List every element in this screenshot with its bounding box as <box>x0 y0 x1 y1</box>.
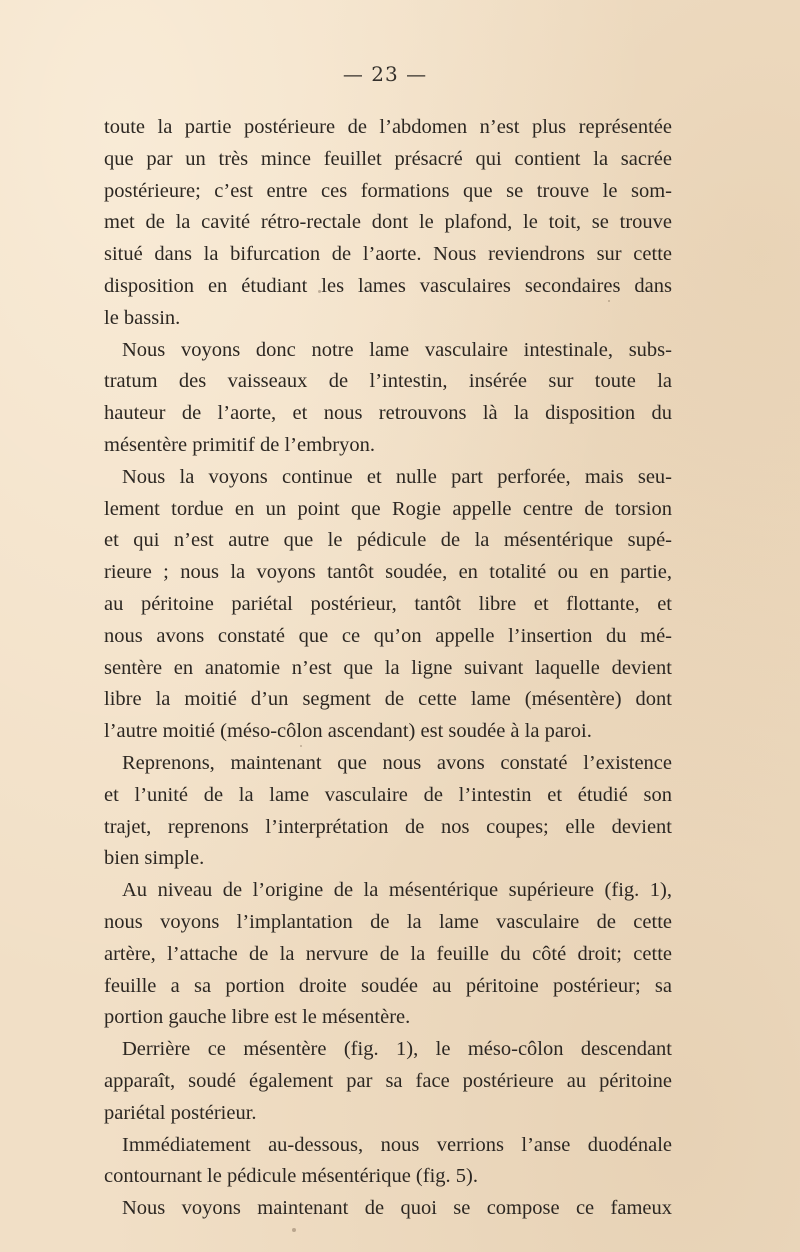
text-line: rieure ; nous la voyons tantôt soudée, en totalité ou en partie, <box>104 561 672 584</box>
text-line: Immédiatement au-dessous, nous verrions l’anse duodénale <box>122 1133 672 1156</box>
text-line: l’autre moitié (méso-côlon ascendant) est soudée à la paroi. <box>104 720 592 743</box>
text-line: que par un très mince feuillet présacré qui contient la sacrée <box>104 147 672 170</box>
text-line: et l’unité de la lame vasculaire de l’intestin et étudié son <box>104 783 672 806</box>
paper-speck <box>608 300 610 302</box>
text-line: mésentère primitif de l’embryon. <box>104 433 375 456</box>
text-line: pariétal postérieur. <box>104 1101 257 1124</box>
body-text <box>104 112 672 1225</box>
text-line: disposition en étudiant les lames vasculaires secondaires dans <box>104 274 672 297</box>
text-line: nous avons constaté que ce qu’on appelle l’insertion du mé- <box>104 624 672 647</box>
text-line: tratum des vaisseaux de l’intestin, insérée sur toute la <box>104 370 672 393</box>
text-line: situé dans la bifurcation de l’aorte. Nous reviendrons sur cette <box>104 243 672 266</box>
paper-speck <box>292 1228 296 1232</box>
text-line: feuille a sa portion droite soudée au péritoine postérieur; sa <box>104 974 672 997</box>
text-line: hauteur de l’aorte, et nous retrouvons là la disposition du <box>104 402 672 425</box>
text-line: et qui n’est autre que le pédicule de la mésentérique supé- <box>104 529 672 552</box>
text-line: Au niveau de l’origine de la mésentérique supérieure (fig. 1), <box>122 879 672 902</box>
text-line: portion gauche libre est le mésentère. <box>104 1006 411 1029</box>
page-number: — 23 — <box>342 62 428 86</box>
text-line: apparaît, soudé également par sa face postérieure au péritoine <box>104 1069 672 1092</box>
paper-speck <box>318 290 321 293</box>
text-line: le bassin. <box>104 306 181 329</box>
text-line: Nous voyons maintenant de quoi se compose ce fameux <box>122 1197 672 1220</box>
text-line: Nous voyons donc notre lame vasculaire intestinale, subs- <box>122 338 672 361</box>
text-line: sentère en anatomie n’est que la ligne suivant laquelle devient <box>104 656 672 679</box>
text-line: au péritoine pariétal postérieur, tantôt libre et flottante, et <box>104 592 672 615</box>
text-line: bien simple. <box>104 847 205 870</box>
paper-speck <box>300 745 302 747</box>
text-line: nous voyons l’implantation de la lame vasculaire de cette <box>104 910 672 933</box>
text-line: postérieure; c’est entre ces formations que se trouve le som- <box>104 179 672 202</box>
text-line: artère, l’attache de la nervure de la feuille du côté droit; cette <box>104 942 672 965</box>
text-line: contournant le pédicule mésentérique (fig. 5). <box>104 1165 478 1188</box>
text-line: trajet, reprenons l’interprétation de nos coupes; elle devient <box>104 815 672 838</box>
text-line: toute la partie postérieure de l’abdomen n’est plus représentée <box>104 116 672 138</box>
text-line: met de la cavité rétro-rectale dont le plafond, le toit, se trouve <box>104 211 672 234</box>
text-line: lement tordue en un point que Rogie appelle centre de torsion <box>104 497 672 520</box>
text-line: libre la moitié d’un segment de cette lame (mésentère) dont <box>104 688 672 711</box>
text-line: Derrière ce mésentère (fig. 1), le méso-côlon descendant <box>122 1038 672 1061</box>
text-line: Reprenons, maintenant que nous avons constaté l’existence <box>122 751 672 774</box>
text-line: Nous la voyons continue et nulle part perforée, mais seu- <box>122 465 672 488</box>
